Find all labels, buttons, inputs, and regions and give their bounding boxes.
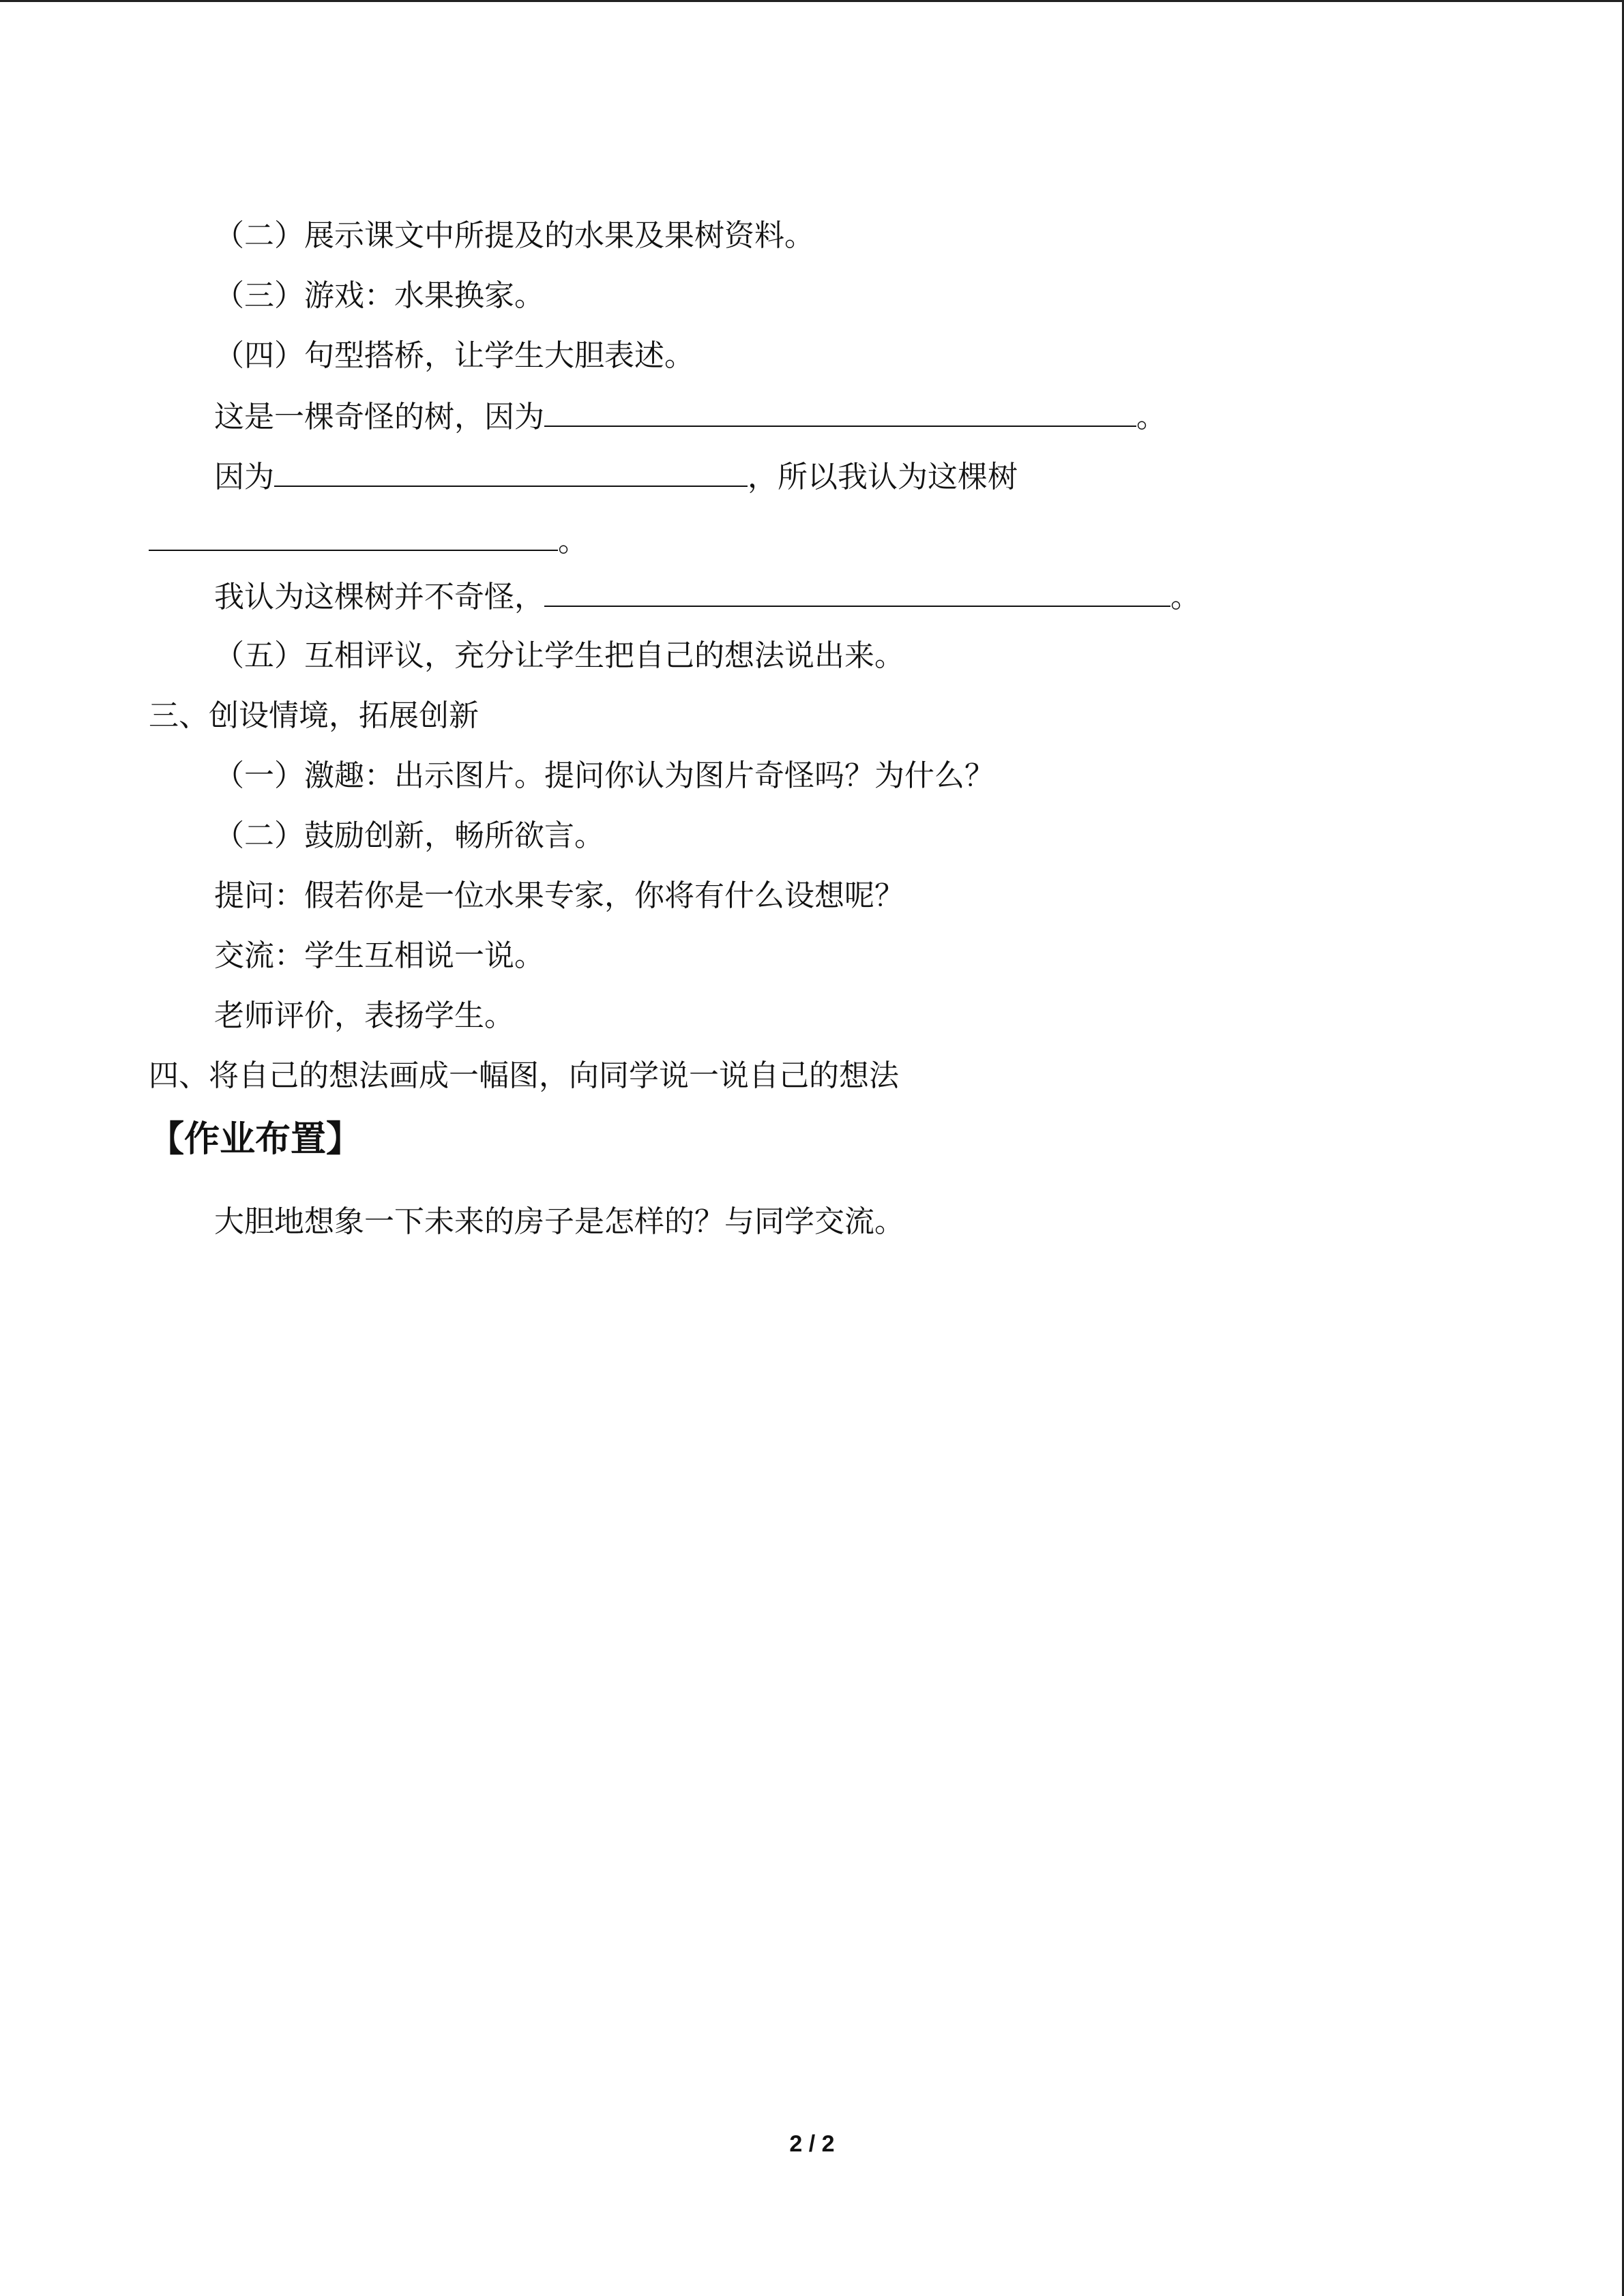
sentence-suffix: 。 bbox=[558, 524, 588, 558]
step-sentence-bridge bbox=[214, 336, 694, 376]
teacher-evaluation-line bbox=[214, 996, 514, 1037]
page-number: 2 / 2 bbox=[789, 2131, 835, 2157]
paragraph-text: 提问：假若你是一位水果专家，你将有什么设想呢？ bbox=[214, 878, 904, 913]
paragraph-text: （五）互相评议，充分让学生把自己的想法说出来。 bbox=[214, 638, 904, 673]
section-title: 三、创设情境，拓展创新 bbox=[149, 698, 479, 733]
paragraph-text: 老师评价，表扬学生。 bbox=[214, 998, 514, 1033]
homework-text bbox=[214, 1202, 904, 1242]
step-encourage-innovation bbox=[214, 816, 604, 856]
fill-sentence-3 bbox=[214, 576, 1200, 616]
sentence-prefix: 这是一棵奇怪的树，因为 bbox=[214, 400, 544, 434]
exchange-line bbox=[214, 936, 544, 976]
fill-blank bbox=[544, 396, 1136, 427]
section-three-heading bbox=[149, 696, 479, 736]
page-border-top bbox=[0, 0, 1624, 2]
paragraph-text: （二）展示课文中所提及的水果及果树资料。 bbox=[214, 218, 814, 253]
sentence-middle: ，所以我认为这棵树 bbox=[748, 460, 1018, 494]
question-line bbox=[214, 876, 904, 916]
sentence-suffix: 。 bbox=[1170, 580, 1200, 614]
step-stimulate-interest bbox=[214, 756, 994, 796]
sentence-prefix: 我认为这棵树并不奇怪， bbox=[214, 580, 544, 614]
step-mutual-evaluation bbox=[214, 636, 904, 676]
paragraph-text: （一）激趣：出示图片。提问你认为图片奇怪吗？为什么？ bbox=[214, 758, 994, 793]
paragraph-text: （三）游戏：水果换家。 bbox=[214, 278, 544, 313]
section-title: 四、将自己的想法画成一幅图，向同学说一说自己的想法 bbox=[149, 1058, 899, 1093]
fill-blank bbox=[274, 456, 748, 487]
step-show-materials bbox=[214, 215, 814, 256]
homework-heading: 【作业布置】 bbox=[149, 1119, 362, 1160]
section-four-heading bbox=[149, 1056, 899, 1097]
fill-blank bbox=[149, 520, 558, 551]
paragraph-text: 交流：学生互相说一说。 bbox=[214, 938, 544, 973]
step-game bbox=[214, 275, 544, 316]
sentence-suffix: 。 bbox=[1136, 400, 1166, 434]
fill-sentence-1 bbox=[214, 396, 1166, 436]
paragraph-text: （四）句型搭桥，让学生大胆表述。 bbox=[214, 338, 694, 373]
fill-sentence-2 bbox=[214, 456, 1018, 496]
fill-sentence-2-continued bbox=[149, 520, 588, 561]
paragraph-text: （二）鼓励创新，畅所欲言。 bbox=[214, 818, 604, 853]
fill-blank bbox=[544, 576, 1170, 607]
paragraph-text: 大胆地想象一下未来的房子是怎样的？与同学交流。 bbox=[214, 1204, 904, 1239]
sentence-prefix: 因为 bbox=[214, 460, 274, 494]
